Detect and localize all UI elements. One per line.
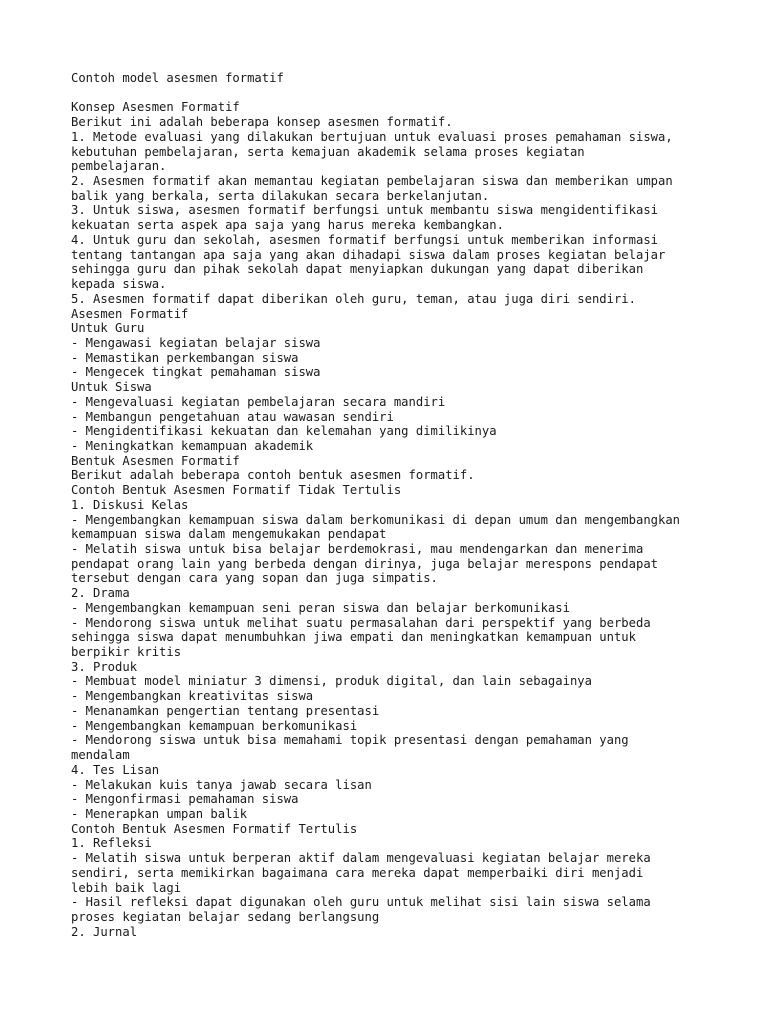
text-line: Contoh Bentuk Asesmen Formatif Tidak Tertulis <box>71 483 402 498</box>
text-line: - Meningkatkan kemampuan akademik <box>71 438 314 453</box>
text-line: tentang tantangan apa saja yang akan dihadapi siswa dalam proses kegiatan belajar <box>71 247 666 262</box>
text-line: balik yang berkala, serta dilakukan secara berkelanjutan. <box>71 188 490 203</box>
text-line: 2. Asesmen formatif akan memantau kegiatan pembelajaran siswa dan memberikan umpan <box>71 174 673 189</box>
document-title: Contoh model asesmen formatif <box>71 71 284 85</box>
text-line: - Menerapkan umpan balik <box>71 806 248 821</box>
text-line: sendiri, serta memikirkan bagaimana cara mereka dapat memperbaiki diri menjadi <box>71 865 644 880</box>
text-line: Untuk Guru <box>71 321 145 336</box>
text-line: kekuatan serta aspek apa saja yang harus mereka kembangkan. <box>71 218 504 233</box>
text-line: lebih baik lagi <box>71 880 182 895</box>
text-line: berpikir kritis <box>71 645 182 660</box>
text-line: proses kegiatan belajar sedang berlangsung <box>71 909 380 924</box>
text-line: kemampuan siswa dalam mengemukakan pendapat <box>71 527 387 542</box>
text-line: - Menanamkan pengertian tentang presentasi <box>71 703 380 718</box>
text-line: 2. Drama <box>71 586 130 601</box>
text-line: - Membangun pengetahuan atau wawasan sendiri <box>71 409 394 424</box>
text-line: - Memastikan perkembangan siswa <box>71 350 299 365</box>
text-line: - Mengevaluasi kegiatan pembelajaran secara mandiri <box>71 394 446 409</box>
text-line: kepada siswa. <box>71 277 167 292</box>
text-line: - Membuat model miniatur 3 dimensi, produk digital, dan lain sebagainya <box>71 674 592 689</box>
text-line: 4. Tes Lisan <box>71 762 160 777</box>
text-line: - Mengembangkan kemampuan berkomunikasi <box>71 718 358 733</box>
blank-line <box>71 86 731 101</box>
text-line: pendapat orang lain yang berbeda dengan dirinya, juga belajar merespons pendapat <box>71 556 658 571</box>
text-line: - Mendorong siswa untuk bisa memahami topik presentasi dengan pemahaman yang <box>71 733 629 748</box>
text-line: Berikut ini adalah beberapa konsep asesmen formatif. <box>71 115 453 130</box>
text-line: sehingga guru dan pihak sekolah dapat menyiapkan dukungan yang dapat diberikan <box>71 262 644 277</box>
text-line: mendalam <box>71 748 130 763</box>
text-line: - Melatih siswa untuk berperan aktif dalam mengevaluasi kegiatan belajar mereka <box>71 851 651 866</box>
text-line: - Mengembangkan kreativitas siswa <box>71 689 314 704</box>
text-line: kebutuhan pembelajaran, serta kemajuan akademik selama proses kegiatan <box>71 144 585 159</box>
text-line: Contoh Bentuk Asesmen Formatif Tertulis <box>71 821 358 836</box>
text-line: - Mengembangkan kemampuan seni peran siswa dan belajar berkomunikasi <box>71 600 570 615</box>
text-line: - Mengembangkan kemampuan siswa dalam berkomunikasi di depan umum dan mengembangkan <box>71 512 681 527</box>
document-body <box>71 100 731 939</box>
text-line: - Melakukan kuis tanya jawab secara lisan <box>71 777 372 792</box>
text-line: pembelajaran. <box>71 159 167 174</box>
text-line: 4. Untuk guru dan sekolah, asesmen formatif berfungsi untuk memberikan informasi <box>71 232 658 247</box>
text-line: - Hasil refleksi dapat digunakan oleh guru untuk melihat sisi lain siswa selama <box>71 895 651 910</box>
text-line: - Mengawasi kegiatan belajar siswa <box>71 335 321 350</box>
text-line: - Mengidentifikasi kekuatan dan kelemahan yang dimilikinya <box>71 424 497 439</box>
text-line: - Mengecek tingkat pemahaman siswa <box>71 365 321 380</box>
text-line: sehingga siswa dapat menumbuhkan jiwa empati dan meningkatkan kemampuan untuk <box>71 630 636 645</box>
text-line: Untuk Siswa <box>71 380 152 395</box>
text-line: Bentuk Asesmen Formatif <box>71 453 240 468</box>
text-line: - Mengonfirmasi pemahaman siswa <box>71 792 299 807</box>
text-line: Konsep Asesmen Formatif <box>71 100 240 115</box>
text-line: 1. Refleksi <box>71 836 152 851</box>
text-line: - Melatih siswa untuk bisa belajar berdemokrasi, mau mendengarkan dan menerima <box>71 542 644 556</box>
text-line: 5. Asesmen formatif dapat diberikan oleh guru, teman, atau juga diri sendiri. <box>71 291 636 306</box>
text-line: Asesmen Formatif <box>71 306 189 321</box>
text-line: tersebut dengan cara yang sopan dan juga simpatis. <box>71 571 438 586</box>
document-page <box>71 71 731 939</box>
text-line: 2. Jurnal <box>71 924 138 939</box>
text-line: 3. Produk <box>71 659 138 674</box>
text-line: 3. Untuk siswa, asesmen formatif berfungsi untuk membantu siswa mengidentifikasi <box>71 203 658 218</box>
text-line: 1. Metode evaluasi yang dilakukan bertujuan untuk evaluasi proses pemahaman siswa, <box>71 129 673 144</box>
text-line: - Mendorong siswa untuk melihat suatu permasalahan dari perspektif yang berbeda <box>71 615 651 630</box>
text-line: Berikut adalah beberapa contoh bentuk asesmen formatif. <box>71 468 475 483</box>
text-line: 1. Diskusi Kelas <box>71 497 189 512</box>
